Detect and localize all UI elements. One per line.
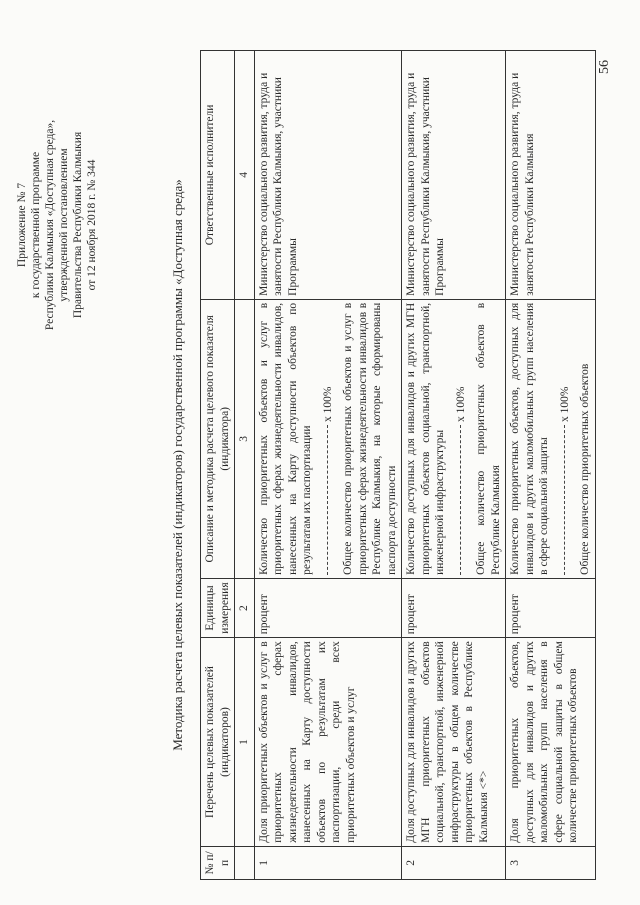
col-number-empty xyxy=(235,846,255,879)
table-row xyxy=(402,51,506,880)
fraction-line xyxy=(454,303,469,575)
col-number: 4 xyxy=(235,51,255,300)
column-number-row xyxy=(235,51,255,880)
method-multiplier: х 100% xyxy=(558,386,571,422)
col-number: 2 xyxy=(235,578,255,637)
row-method xyxy=(506,299,596,578)
method-multiplier: х 100% xyxy=(454,386,467,422)
row-executors: Министерство социального развития, труда и занятости Республики Калмыкия, участники Программы xyxy=(254,51,402,300)
method-denominator: Общее количество приоритетных объектов в Республике Калмыкия xyxy=(475,302,502,575)
header-unit: Единицы измерения xyxy=(201,578,235,637)
row-executors: Министерство социального развития, труда и занятости Республики Калмыкия, участники Программы xyxy=(402,51,506,300)
annex-line: Правительства Республики Калмыкия xyxy=(72,131,84,319)
row-indicator: Доля приоритетных объектов и услуг в приоритетных сферах жизнедеятельности инвалидов, нанесенных на Карту доступности объектов по результатам их паспортизации, среди всех приоритетных объектов и услуг xyxy=(254,638,402,847)
document-title: Методика расчета целевых показателей (индикаторов) государственной программы «Доступная среда» xyxy=(170,179,185,751)
row-num: 3 xyxy=(506,846,596,879)
table-header-row xyxy=(201,51,235,880)
method-numerator: Количество доступных для инвалидов и других МГН приоритетных объектов социальной, транспортной, инженерной инфраструктуры xyxy=(405,302,446,575)
header-num: № п/п xyxy=(201,846,235,879)
table-row xyxy=(506,51,596,880)
row-unit: процент xyxy=(254,578,402,637)
row-num: 1 xyxy=(254,846,402,879)
col-number: 3 xyxy=(235,299,255,578)
annex-line: Приложение № 7 xyxy=(16,182,28,268)
row-method xyxy=(254,299,402,578)
col-number: 1 xyxy=(235,638,255,847)
method-denominator: Общее количество приоритетных объектов и услуг в приоритетных сферах жизнедеятельности инвалидов в Республике Калмыкия, на которые сформированы паспорта доступности xyxy=(342,302,398,575)
annex-note xyxy=(15,60,99,390)
header-method: Описание и методика расчета целевого показателя (индикатора) xyxy=(201,299,235,578)
row-unit: процент xyxy=(402,578,506,637)
fraction-line xyxy=(321,303,336,575)
rotated-page-content xyxy=(16,50,640,880)
indicators-table xyxy=(200,50,596,880)
table-row xyxy=(254,51,402,880)
row-unit: процент xyxy=(506,578,596,637)
annex-line: от 12 ноября 2018 г. № 344 xyxy=(86,159,98,291)
method-numerator: Количество приоритетных объектов, доступных для инвалидов и других маломобильных групп населения в сфере социальной защиты xyxy=(509,302,550,575)
row-executors: Министерство социального развития, труда и занятости Республики Калмыкия xyxy=(506,51,596,300)
method-multiplier: х 100% xyxy=(321,386,334,422)
page-number: 56 xyxy=(597,60,612,74)
row-num: 2 xyxy=(402,846,506,879)
annex-line: к государственной программе xyxy=(30,151,42,299)
fraction-line xyxy=(558,303,573,575)
annex-line: Республики Калмыкия «Доступная среда», xyxy=(44,119,56,331)
method-denominator: Общее количество приоритетных объектов xyxy=(579,363,591,575)
row-indicator: Доля приоритетных объектов, доступных для инвалидов и других маломобильных групп населения в сфере социальной защиты в общем количестве приоритетных объектов xyxy=(506,638,596,847)
row-method xyxy=(402,299,506,578)
row-indicator: Доля доступных для инвалидов и других МГН приоритетных объектов социальной, транспортной, инженерной инфраструктуры в общем количестве приоритетных объектов в Республике Калмыкия <*> xyxy=(402,638,506,847)
header-executors: Ответственные исполнители xyxy=(201,51,235,300)
header-indicator: Перечень целевых показателей (индикаторов) xyxy=(201,638,235,847)
annex-line: утвержденной постановлением xyxy=(58,148,70,302)
method-numerator: Количество приоритетных объектов и услуг в приоритетных сферах жизнедеятельности инвалидов, нанесенных на Карту доступности объектов по результатам их паспортизации xyxy=(257,302,313,575)
